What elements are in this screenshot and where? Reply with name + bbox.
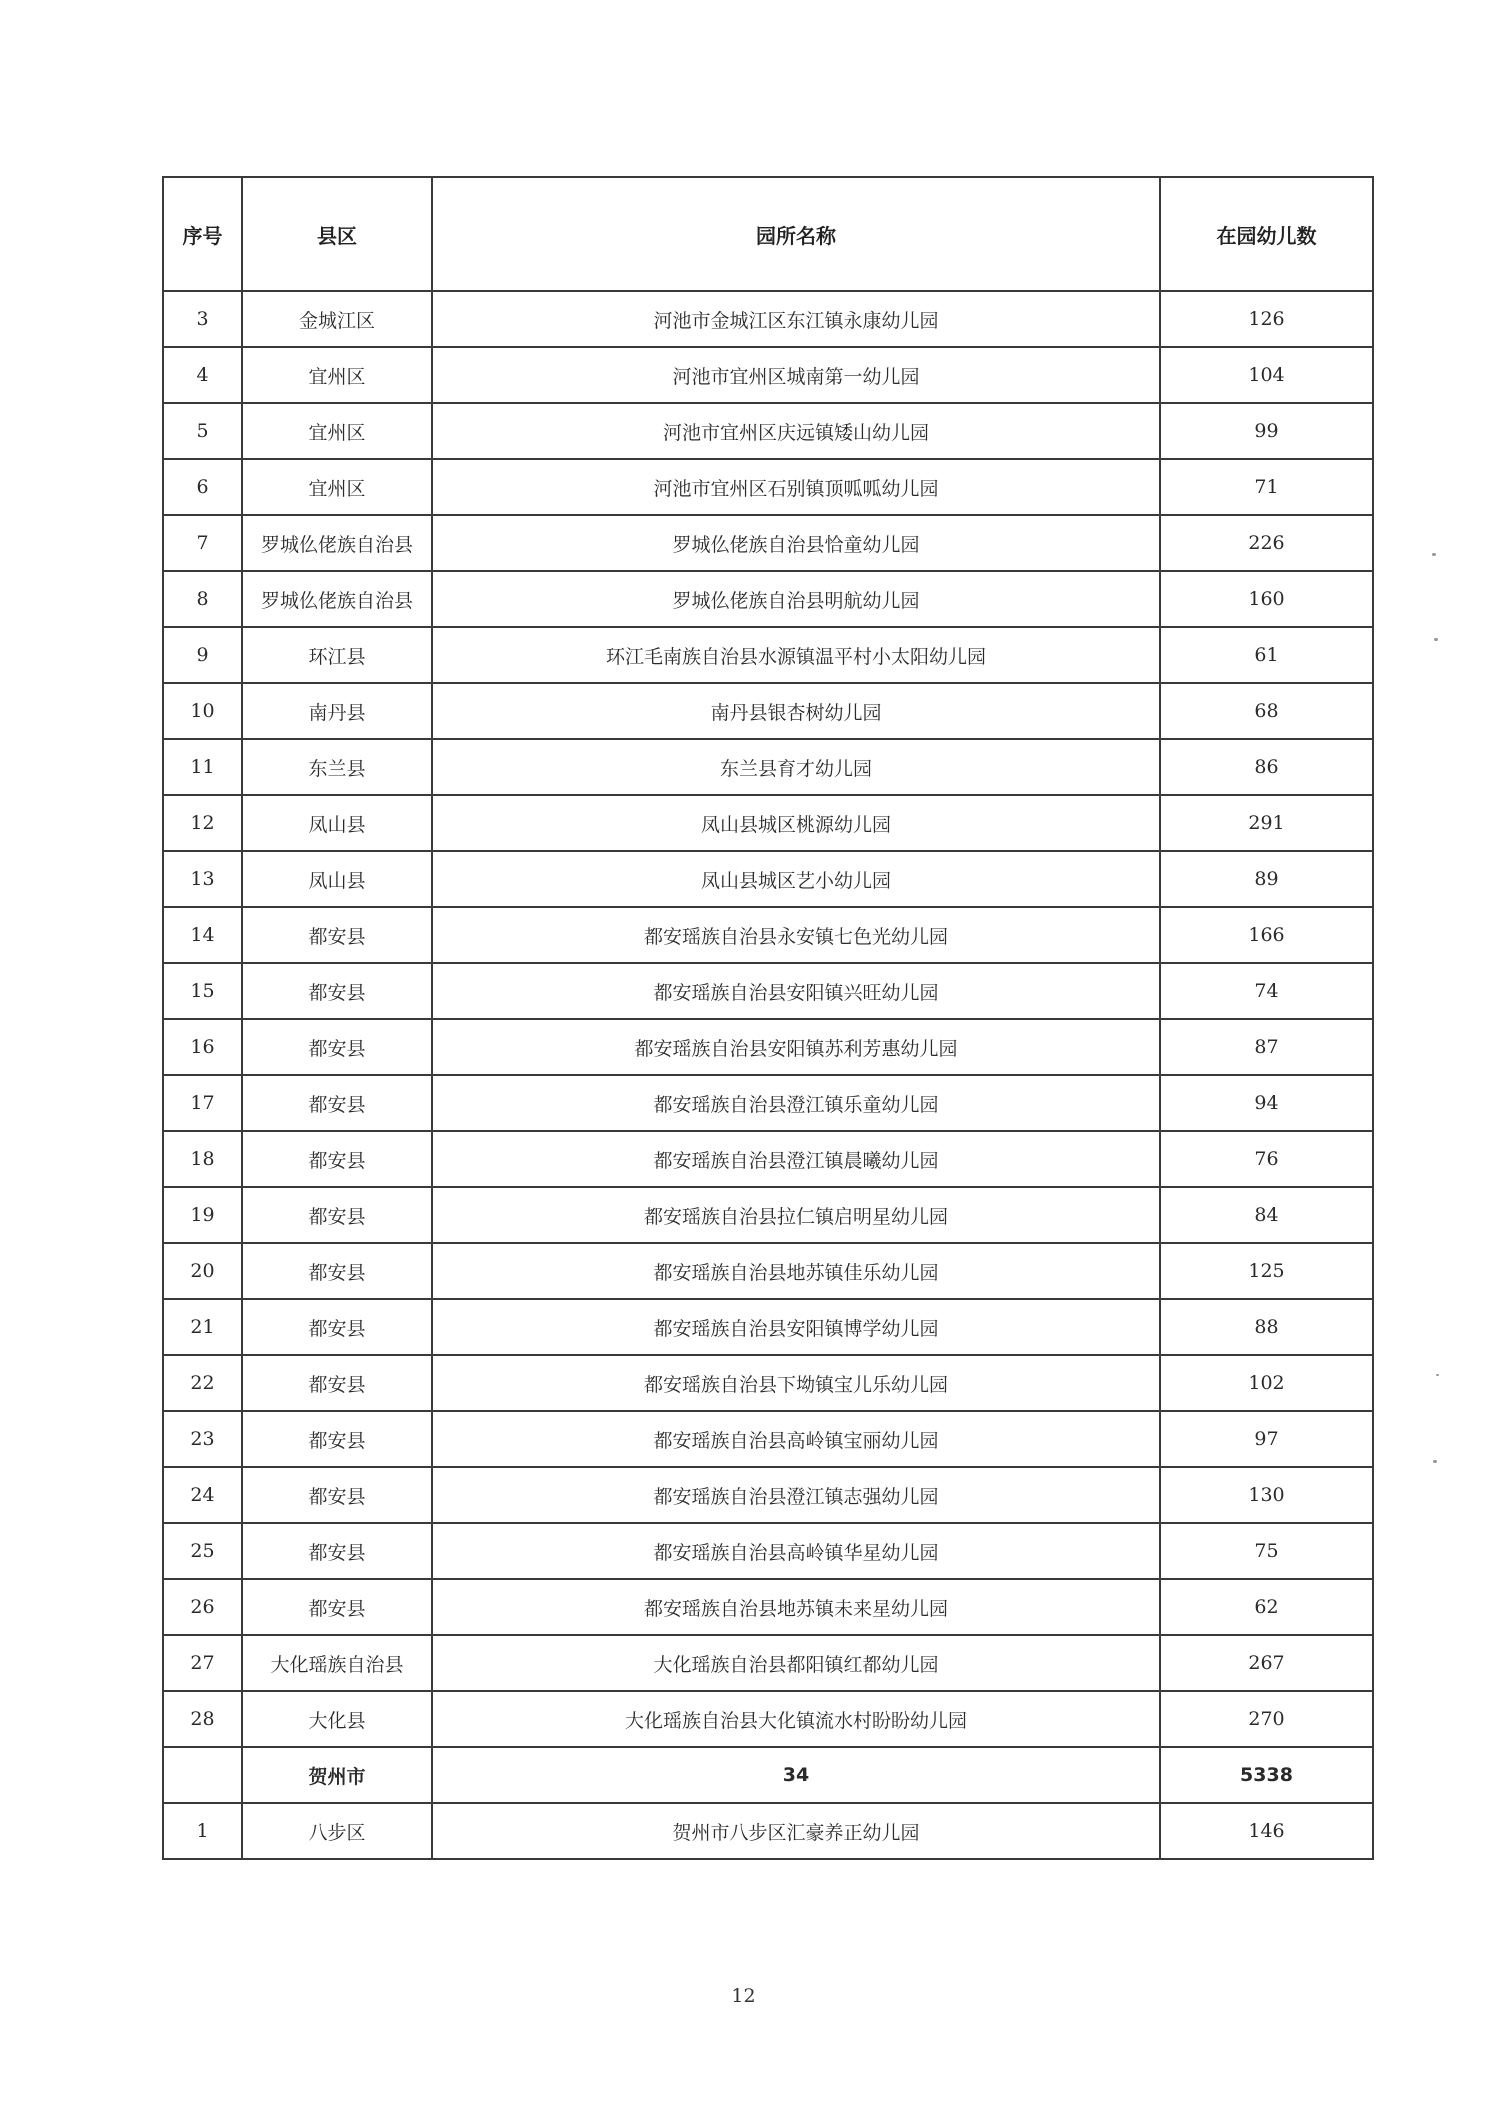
table-row (163, 1635, 1373, 1691)
header-kindergarten-name: 园所名称 (432, 177, 1160, 291)
scan-speck (1436, 1374, 1439, 1376)
cell-kindergarten-name: 罗城仫佬族自治县恰童幼儿园 (432, 515, 1160, 571)
cell-serial-number: 27 (163, 1635, 242, 1691)
table-row (163, 347, 1373, 403)
cell-county: 大化县 (242, 1691, 432, 1747)
cell-enrolled-children: 74 (1160, 963, 1373, 1019)
cell-enrolled-children: 270 (1160, 1691, 1373, 1747)
cell-enrolled-children: 94 (1160, 1075, 1373, 1131)
cell-kindergarten-name: 都安瑶族自治县地苏镇佳乐幼儿园 (432, 1243, 1160, 1299)
cell-enrolled-children: 267 (1160, 1635, 1373, 1691)
scan-speck (1434, 638, 1438, 641)
cell-kindergarten-name: 都安瑶族自治县高岭镇宝丽幼儿园 (432, 1411, 1160, 1467)
cell-county: 东兰县 (242, 739, 432, 795)
cell-county: 罗城仫佬族自治县 (242, 571, 432, 627)
table-row (163, 1467, 1373, 1523)
cell-county: 金城江区 (242, 291, 432, 347)
cell-county: 都安县 (242, 1579, 432, 1635)
table-row (163, 403, 1373, 459)
cell-county: 凤山县 (242, 795, 432, 851)
table-row (163, 515, 1373, 571)
table-row (163, 683, 1373, 739)
cell-kindergarten-name: 罗城仫佬族自治县明航幼儿园 (432, 571, 1160, 627)
scan-speck (1433, 1460, 1437, 1463)
table-row (163, 963, 1373, 1019)
table-row (163, 1523, 1373, 1579)
cell-enrolled-children: 104 (1160, 347, 1373, 403)
table-row (163, 1299, 1373, 1355)
cell-serial-number: 28 (163, 1691, 242, 1747)
cell-serial-number: 26 (163, 1579, 242, 1635)
header-enrolled-children: 在园幼儿数 (1160, 177, 1373, 291)
cell-county: 都安县 (242, 1523, 432, 1579)
cell-enrolled-children: 88 (1160, 1299, 1373, 1355)
cell-county: 罗城仫佬族自治县 (242, 515, 432, 571)
cell-enrolled-children: 291 (1160, 795, 1373, 851)
cell-enrolled-children: 102 (1160, 1355, 1373, 1411)
cell-serial-number: 19 (163, 1187, 242, 1243)
table-row (163, 1075, 1373, 1131)
cell-kindergarten-name: 河池市宜州区城南第一幼儿园 (432, 347, 1160, 403)
cell-county: 都安县 (242, 1355, 432, 1411)
cell-enrolled-children: 226 (1160, 515, 1373, 571)
scan-speck (1432, 553, 1436, 556)
table-row (163, 795, 1373, 851)
header-county: 县区 (242, 177, 432, 291)
cell-county: 南丹县 (242, 683, 432, 739)
cell-enrolled-children: 76 (1160, 1131, 1373, 1187)
cell-county: 都安县 (242, 1467, 432, 1523)
cell-serial-number: 9 (163, 627, 242, 683)
page-number: 12 (731, 1985, 756, 2007)
table-row (163, 627, 1373, 683)
cell-county: 都安县 (242, 1299, 432, 1355)
cell-serial-number: 13 (163, 851, 242, 907)
cell-county: 都安县 (242, 963, 432, 1019)
table-row (163, 1131, 1373, 1187)
cell-kindergarten-name: 河池市宜州区庆远镇矮山幼儿园 (432, 403, 1160, 459)
cell-county: 宜州区 (242, 403, 432, 459)
cell-county: 都安县 (242, 907, 432, 963)
table-row (163, 1187, 1373, 1243)
cell-county: 都安县 (242, 1019, 432, 1075)
cell-enrolled-children: 130 (1160, 1467, 1373, 1523)
cell-kindergarten-name: 环江毛南族自治县水源镇温平村小太阳幼儿园 (432, 627, 1160, 683)
header-serial-number: 序号 (163, 177, 242, 291)
kindergarten-table (162, 176, 1374, 1860)
cell-kindergarten-name: 都安瑶族自治县安阳镇博学幼儿园 (432, 1299, 1160, 1355)
cell-county: 宜州区 (242, 459, 432, 515)
cell-kindergarten-name: 34 (432, 1747, 1160, 1803)
table-row (163, 1579, 1373, 1635)
table-row (163, 1691, 1373, 1747)
cell-serial-number: 8 (163, 571, 242, 627)
cell-serial-number: 17 (163, 1075, 242, 1131)
cell-county: 都安县 (242, 1131, 432, 1187)
table-row (163, 1355, 1373, 1411)
kindergarten-table-container (162, 176, 1372, 1860)
cell-county: 都安县 (242, 1187, 432, 1243)
cell-serial-number: 5 (163, 403, 242, 459)
cell-kindergarten-name: 都安瑶族自治县永安镇七色光幼儿园 (432, 907, 1160, 963)
cell-enrolled-children: 75 (1160, 1523, 1373, 1579)
cell-kindergarten-name: 都安瑶族自治县澄江镇志强幼儿园 (432, 1467, 1160, 1523)
cell-county: 凤山县 (242, 851, 432, 907)
cell-county: 环江县 (242, 627, 432, 683)
table-row (163, 1019, 1373, 1075)
cell-serial-number: 23 (163, 1411, 242, 1467)
cell-kindergarten-name: 东兰县育才幼儿园 (432, 739, 1160, 795)
cell-kindergarten-name: 河池市宜州区石别镇顶呱呱幼儿园 (432, 459, 1160, 515)
cell-serial-number: 16 (163, 1019, 242, 1075)
cell-serial-number: 22 (163, 1355, 242, 1411)
cell-serial-number: 14 (163, 907, 242, 963)
cell-county: 贺州市 (242, 1747, 432, 1803)
cell-enrolled-children: 68 (1160, 683, 1373, 739)
cell-kindergarten-name: 都安瑶族自治县澄江镇乐童幼儿园 (432, 1075, 1160, 1131)
table-row (163, 571, 1373, 627)
cell-county: 都安县 (242, 1411, 432, 1467)
cell-serial-number: 18 (163, 1131, 242, 1187)
cell-serial-number: 12 (163, 795, 242, 851)
cell-serial-number: 4 (163, 347, 242, 403)
cell-enrolled-children: 97 (1160, 1411, 1373, 1467)
table-row (163, 1803, 1373, 1859)
cell-serial-number: 25 (163, 1523, 242, 1579)
cell-serial-number: 7 (163, 515, 242, 571)
cell-serial-number: 15 (163, 963, 242, 1019)
cell-county: 宜州区 (242, 347, 432, 403)
cell-enrolled-children: 86 (1160, 739, 1373, 795)
cell-enrolled-children: 99 (1160, 403, 1373, 459)
cell-enrolled-children: 125 (1160, 1243, 1373, 1299)
cell-kindergarten-name: 都安瑶族自治县拉仁镇启明星幼儿园 (432, 1187, 1160, 1243)
cell-enrolled-children: 71 (1160, 459, 1373, 515)
cell-county: 都安县 (242, 1075, 432, 1131)
cell-kindergarten-name: 贺州市八步区汇豪养正幼儿园 (432, 1803, 1160, 1859)
cell-kindergarten-name: 大化瑶族自治县都阳镇红都幼儿园 (432, 1635, 1160, 1691)
cell-county: 大化瑶族自治县 (242, 1635, 432, 1691)
cell-serial-number: 21 (163, 1299, 242, 1355)
cell-kindergarten-name: 都安瑶族自治县安阳镇苏利芳惠幼儿园 (432, 1019, 1160, 1075)
subtotal-row (163, 1747, 1373, 1803)
cell-enrolled-children: 5338 (1160, 1747, 1373, 1803)
cell-kindergarten-name: 都安瑶族自治县下坳镇宝儿乐幼儿园 (432, 1355, 1160, 1411)
table-row (163, 851, 1373, 907)
table-row (163, 291, 1373, 347)
table-header-row (163, 177, 1373, 291)
table-row (163, 1243, 1373, 1299)
cell-county: 都安县 (242, 1243, 432, 1299)
cell-serial-number: 10 (163, 683, 242, 739)
cell-enrolled-children: 87 (1160, 1019, 1373, 1075)
cell-kindergarten-name: 都安瑶族自治县地苏镇未来星幼儿园 (432, 1579, 1160, 1635)
table-body (163, 291, 1373, 1859)
cell-serial-number (163, 1747, 242, 1803)
cell-county: 八步区 (242, 1803, 432, 1859)
cell-kindergarten-name: 都安瑶族自治县安阳镇兴旺幼儿园 (432, 963, 1160, 1019)
cell-kindergarten-name: 都安瑶族自治县高岭镇华星幼儿园 (432, 1523, 1160, 1579)
cell-serial-number: 20 (163, 1243, 242, 1299)
cell-kindergarten-name: 都安瑶族自治县澄江镇晨曦幼儿园 (432, 1131, 1160, 1187)
cell-kindergarten-name: 南丹县银杏树幼儿园 (432, 683, 1160, 739)
cell-kindergarten-name: 凤山县城区艺小幼儿园 (432, 851, 1160, 907)
cell-serial-number: 1 (163, 1803, 242, 1859)
cell-serial-number: 6 (163, 459, 242, 515)
cell-kindergarten-name: 凤山县城区桃源幼儿园 (432, 795, 1160, 851)
table-row (163, 907, 1373, 963)
table-row (163, 739, 1373, 795)
cell-enrolled-children: 84 (1160, 1187, 1373, 1243)
cell-serial-number: 3 (163, 291, 242, 347)
cell-enrolled-children: 89 (1160, 851, 1373, 907)
cell-enrolled-children: 166 (1160, 907, 1373, 963)
cell-enrolled-children: 126 (1160, 291, 1373, 347)
cell-kindergarten-name: 河池市金城江区东江镇永康幼儿园 (432, 291, 1160, 347)
table-row (163, 459, 1373, 515)
cell-enrolled-children: 61 (1160, 627, 1373, 683)
table-row (163, 1411, 1373, 1467)
cell-enrolled-children: 62 (1160, 1579, 1373, 1635)
cell-serial-number: 11 (163, 739, 242, 795)
cell-enrolled-children: 146 (1160, 1803, 1373, 1859)
cell-enrolled-children: 160 (1160, 571, 1373, 627)
cell-serial-number: 24 (163, 1467, 242, 1523)
cell-kindergarten-name: 大化瑶族自治县大化镇流水村盼盼幼儿园 (432, 1691, 1160, 1747)
